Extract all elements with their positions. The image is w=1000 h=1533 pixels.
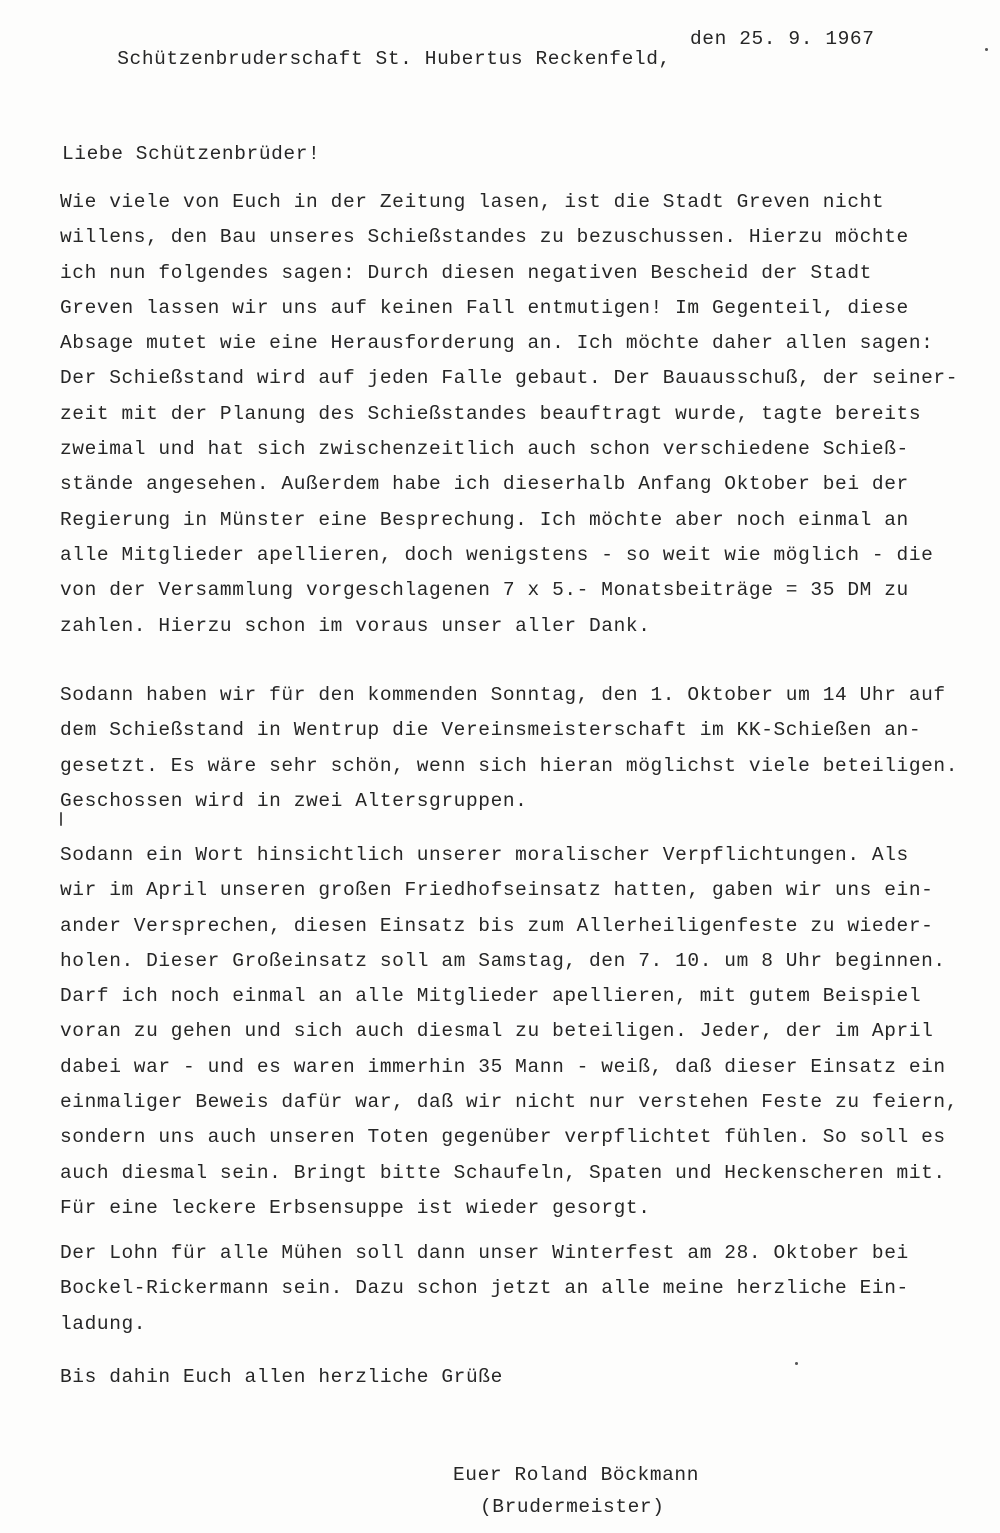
text-line: Wie viele von Euch in der Zeitung lasen, ist die Stadt Greven nicht <box>60 191 885 213</box>
text-line: zeit mit der Planung des Schießstandes beauftragt wurde, tagte bereits <box>60 402 922 425</box>
text-line: zahlen. Hierzu schon im voraus unser aller Dank. <box>60 614 651 637</box>
text-line: stände angesehen. Außerdem habe ich dieserhalb Anfang Oktober bei der <box>60 473 909 496</box>
text-line: ladung. <box>60 1312 147 1335</box>
text-line: einmaliger Beweis dafür war, daß wir nicht nur verstehen Feste zu feiern, <box>60 1091 959 1114</box>
text-line: holen. Dieser Großeinsatz soll am Samstag, den 7. 10. um 8 Uhr beginnen. <box>60 949 946 972</box>
text-line: Darf ich noch einmal an alle Mitglieder apellieren, mit gutem Beispiel <box>60 985 922 1008</box>
paragraph-championship <box>60 678 990 819</box>
paragraph-winter-party <box>60 1236 990 1342</box>
paragraph-shooting-range <box>60 185 990 644</box>
text-line: auch diesmal sein. Bringt bitte Schaufeln, Spaten und Heckenscheren mit. <box>60 1161 946 1184</box>
closing-line: Bis dahin Euch allen herzliche Grüße <box>60 1366 503 1388</box>
signer-title: (Brudermeister) <box>480 1496 665 1518</box>
text-line: wir im April unseren großen Friedhofseinsatz hatten, gaben wir uns ein- <box>60 879 934 902</box>
text-line: Sodann haben wir für den kommenden Sonntag, den 1. Oktober um 14 Uhr auf <box>60 684 946 706</box>
text-line: Bockel-Rickermann sein. Dazu schon jetzt an alle meine herzliche Ein- <box>60 1277 909 1300</box>
paragraph-cemetery-work <box>60 838 990 1226</box>
greeting: Liebe Schützenbrüder! <box>62 143 321 165</box>
text-line: von der Versammlung vorgeschlagenen 7 x 5.- Monatsbeiträge = 35 DM zu <box>60 579 909 602</box>
text-line: Regierung in Münster eine Besprechung. Ich möchte aber noch einmal an <box>60 508 909 531</box>
letter-header <box>68 28 875 108</box>
text-line: sondern uns auch unseren Toten gegenüber verpflichtet fühlen. So soll es <box>60 1126 946 1149</box>
text-line: Sodann ein Wort hinsichtlich unserer moralischer Verpflichtungen. Als <box>60 844 909 866</box>
text-line: dem Schießstand in Wentrup die Vereinsmeisterschaft im KK-Schießen an- <box>60 719 922 742</box>
paper-speck <box>795 1362 798 1365</box>
text-line: Der Schießstand wird auf jeden Falle gebaut. Der Bauausschuß, der seiner- <box>60 367 959 390</box>
text-line: alle Mitglieder apellieren, doch wenigstens - so weit wie möglich - die <box>60 543 934 566</box>
paper-speck <box>985 48 988 51</box>
text-line: ich nun folgendes sagen: Durch diesen negativen Bescheid der Stadt <box>60 261 872 284</box>
text-line: zweimal und hat sich zwischenzeitlich auch schon verschiedene Schieß- <box>60 438 909 461</box>
text-line: voran zu gehen und sich auch diesmal zu beteiligen. Jeder, der im April <box>60 1020 934 1043</box>
text-line: Der Lohn für alle Mühen soll dann unser Winterfest am 28. Oktober bei <box>60 1242 909 1264</box>
text-line: ander Versprechen, diesen Einsatz bis zum Allerheiligenfeste zu wieder- <box>60 914 934 937</box>
text-line: gesetzt. Es wäre sehr schön, wenn sich hieran möglichst viele beteiligen. <box>60 754 959 777</box>
text-line: Greven lassen wir uns auf keinen Fall entmutigen! Im Gegenteil, diese <box>60 296 909 319</box>
sender-line: Schützenbruderschaft St. Hubertus Reckenfeld, <box>117 47 671 70</box>
text-line: willens, den Bau unseres Schießstandes zu bezuschussen. Hierzu möchte <box>60 226 909 249</box>
letter-date: den 25. 9. 1967 <box>690 28 875 50</box>
text-line: dabei war - und es waren immerhin 35 Mann - weiß, daß dieser Einsatz ein <box>60 1055 946 1078</box>
text-line: Geschossen wird in zwei Altersgruppen. <box>60 789 528 812</box>
text-line: Absage mutet wie eine Herausforderung an. Ich möchte daher allen sagen: <box>60 332 934 355</box>
text-line: Für eine leckere Erbsensuppe ist wieder gesorgt. <box>60 1196 651 1219</box>
paper-mark <box>60 812 62 826</box>
signature-name: Euer Roland Böckmann <box>453 1464 700 1486</box>
